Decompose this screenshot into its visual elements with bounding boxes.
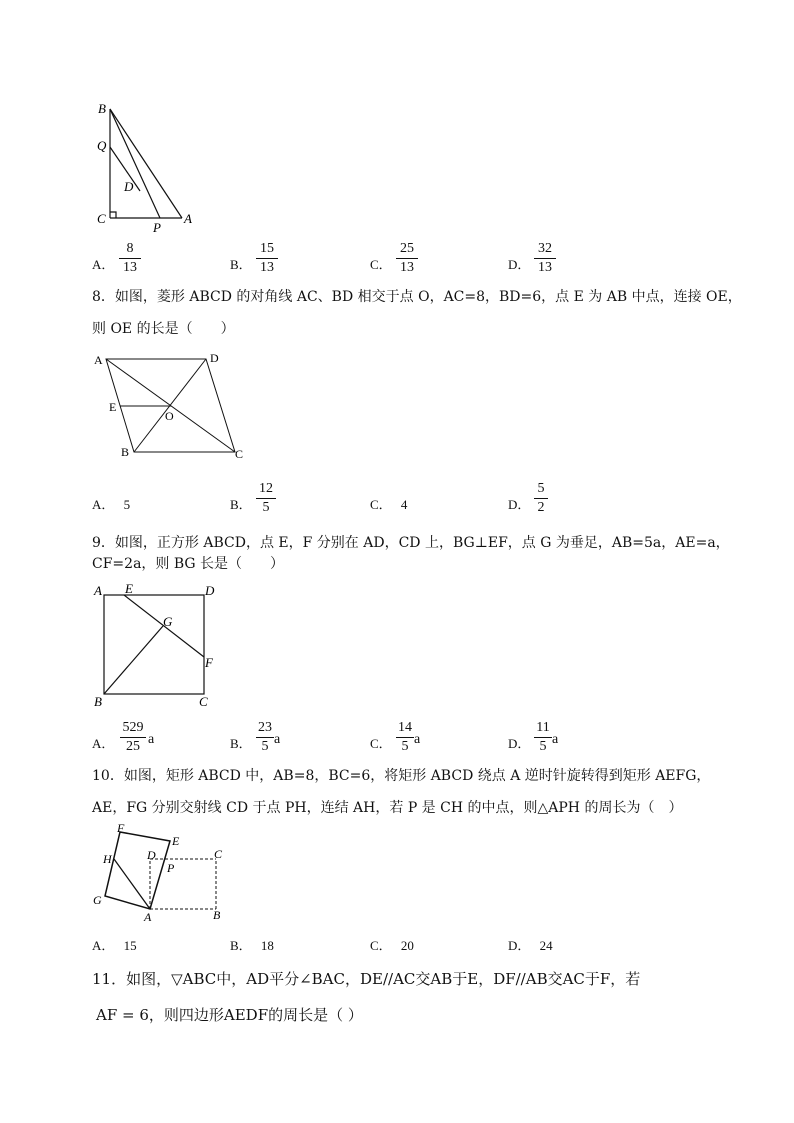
option-value: 20 [400,938,414,953]
denominator: 13 [260,260,274,275]
fig10-label-b: B [213,908,221,922]
numerator: 8 [126,241,134,256]
denominator: 13 [400,260,414,275]
fig8-label-a: A [94,353,103,367]
q9-option-a-fraction [120,720,146,755]
q7-option-c[interactable] [370,254,392,273]
q10-option-a[interactable] [92,935,137,954]
q11-text-line1: 11．如图，▽ABC中，AD平分∠BAC，DE//AC交AB于E，DF//AB交AC于F，若 [92,970,641,988]
numerator: 32 [538,241,552,256]
fig9-label-g: G [163,614,173,629]
q9-option-c-fraction [396,720,414,755]
fig9-label-a: A [94,583,102,598]
denominator: 13 [538,260,552,275]
fig9-label-b: B [94,694,102,709]
q9-option-a[interactable] [92,733,114,752]
denominator: 25 [126,739,140,754]
fig7-label-d: D [124,179,134,194]
option-letter: A． [92,257,115,272]
fig8-label-c: C [235,447,244,461]
fig9-label-d: D [205,583,215,598]
option-value: 18 [260,938,274,953]
denominator: 2 [537,500,545,515]
option-letter: C． [370,497,392,512]
q10-option-c[interactable] [370,935,414,954]
fig8-label-e: E [109,400,117,414]
option-letter: D． [508,497,531,512]
q9-option-c[interactable] [370,733,392,752]
option-letter: B． [230,497,252,512]
option-letter: D． [508,736,531,751]
numerator: 23 [258,720,272,735]
option-value: 4 [400,497,408,512]
q9-option-a-unit: a [148,732,155,747]
fig10-label-a: A [144,910,152,923]
fig9-label-f: F [205,655,213,670]
q9-option-b-fraction [256,720,274,755]
q7-option-a-fraction [119,241,141,276]
q9-option-d[interactable] [508,733,530,752]
q8-option-a[interactable] [92,494,130,513]
q7-option-d-fraction [534,241,556,276]
option-letter: C． [370,736,392,751]
numerator: 5 [537,481,545,496]
denominator: 5 [261,739,269,754]
figure-q9 [88,578,228,713]
q9-option-d-unit: a [552,732,559,747]
fig9-label-c: C [199,694,208,709]
numerator: 15 [260,241,274,256]
q9-text-line1: 9．如图，正方形 ABCD，点 E，F 分别在 AD，CD 上，BG⊥EF，点 G 为垂足，AB=5a，AE=a， [92,535,730,551]
fig8-label-d: D [210,351,219,365]
fig10-label-g: G [93,893,102,907]
q11-text-line2: AF = 6，则四边形AEDF的周长是（ ） [96,1006,363,1024]
q10-text-line2: AE，FG 分别交射线 CD 于点 PH，连结 AH，若 P 是 CH 的中点，则△APH 的周长为（ ） [92,800,683,816]
option-letter: C． [370,257,392,272]
figure-q10 [88,818,238,923]
option-letter: B． [230,257,252,272]
q9-option-b-unit: a [274,732,281,747]
denominator: 5 [401,739,409,754]
option-letter: C． [370,938,392,953]
q9-option-b[interactable] [230,733,252,752]
figure-q7 [90,95,210,235]
q8-text-line2: 则 OE 的长是（ ） [92,321,235,337]
fig10-label-e: E [172,834,180,848]
option-letter: A． [92,736,115,751]
option-letter: B． [230,736,252,751]
q10-text-line1: 10．如图，矩形 ABCD 中，AB=8，BC=6，将矩形 ABCD 绕点 A 逆时针旋转得到矩形 AEFG， [92,768,711,784]
denominator: 13 [123,260,137,275]
fig7-label-q: Q [97,138,107,153]
numerator: 529 [122,720,144,735]
fig10-label-c: C [214,847,223,861]
q10-option-b[interactable] [230,935,274,954]
q8-text-line1: 8．如图，菱形 ABCD 的对角线 AC、BD 相交于点 O，AC=8，BD=6，点 E 为 AB 中点，连接 OE， [92,289,742,305]
option-value: 15 [123,938,137,953]
numerator: 25 [400,241,414,256]
q8-option-c[interactable] [370,494,407,513]
option-letter: B． [230,938,252,953]
denominator: 5 [539,739,547,754]
option-letter: D． [508,257,531,272]
q8-option-b[interactable] [230,494,252,513]
fig10-label-f: F [117,821,125,835]
fig9-label-e: E [125,581,133,596]
q9-option-c-unit: a [414,732,421,747]
fig7-label-c: C [97,211,106,226]
fig10-label-d: D [147,848,156,862]
option-letter: A． [92,497,115,512]
fig10-label-h: H [103,852,112,866]
figure-q8 [88,348,253,463]
q8-option-b-fraction [256,481,276,516]
q7-option-a[interactable] [92,254,114,273]
denominator: 5 [262,500,270,515]
q7-option-d[interactable] [508,254,530,273]
fig8-label-b: B [121,445,130,459]
option-value: 5 [123,497,131,512]
q8-option-d[interactable] [508,494,530,513]
numerator: 12 [259,481,273,496]
numerator: 14 [398,720,412,735]
q8-option-d-fraction [534,481,548,516]
q9-text-line2: CF=2a，则 BG 长是（ ） [92,556,285,572]
fig7-label-p: P [153,220,161,235]
option-letter: A． [92,938,115,953]
fig10-label-p: P [167,861,175,875]
q7-option-c-fraction [396,241,418,276]
q10-option-d[interactable] [508,935,553,954]
fig7-label-a: A [184,211,192,226]
option-value: 24 [539,938,553,953]
option-letter: D． [508,938,531,953]
q9-option-d-fraction [534,720,552,755]
q7-option-b[interactable] [230,254,252,273]
fig7-label-b: B [98,101,106,116]
fig8-label-o: O [165,409,174,423]
q7-option-b-fraction [256,241,278,276]
numerator: 11 [536,720,550,735]
